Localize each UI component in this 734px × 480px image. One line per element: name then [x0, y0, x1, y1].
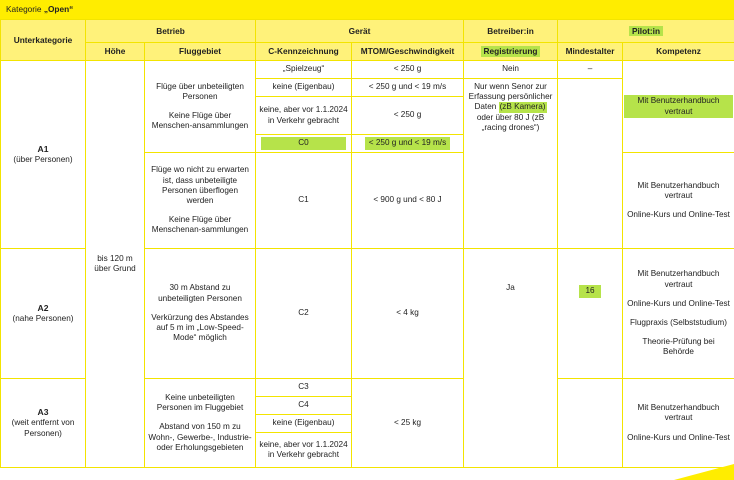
header-geraet: Gerät	[256, 20, 464, 43]
reg-ja-cell	[464, 249, 558, 468]
header-c-kennzeichnung: C-Kennzeichnung	[256, 43, 352, 61]
a1-reg-1: Nein	[464, 61, 558, 79]
table-title	[0, 0, 734, 19]
a1-komp-1-cell	[623, 61, 734, 153]
header-betrieb: Betrieb	[86, 20, 256, 43]
header-kompetenz: Kompetenz	[623, 43, 734, 61]
a1-komp-2b: Online-Kurs und Online-Test	[627, 210, 730, 220]
header-sub-row	[1, 43, 734, 61]
hoehe-value: bis 120 m über Grund	[94, 253, 136, 273]
a1-alter-1: –	[558, 61, 623, 79]
a3-fluggebiet-b: Abstand von 150 m zu Wohn-, Gewerbe-, Industrie- oder Erholungsgebieten	[148, 422, 252, 452]
a1-c-3-cell	[256, 135, 352, 153]
header-mindestalter: Mindestalter	[558, 43, 623, 61]
a1-desc: (über Personen)	[13, 155, 73, 164]
a2-desc: (nahe Personen)	[12, 314, 74, 323]
a2-mtom: < 4 kg	[352, 249, 464, 379]
a2-alter: 16	[579, 285, 600, 297]
a1-mtom-2: < 250 g	[352, 97, 464, 135]
a2-komp-cell	[623, 249, 734, 379]
a1-mtom-0: < 250 g	[352, 61, 464, 79]
a2-code: A2	[37, 302, 49, 313]
a2-komp-d: Theorie-Prüfung bei Behörde	[642, 337, 715, 357]
a1-mtom-3: < 250 g und < 19 m/s	[365, 137, 450, 149]
a2-category-cell	[1, 249, 86, 379]
a1-c-4: C1	[256, 153, 352, 249]
title-name: „Open“	[43, 4, 74, 14]
a1-category-cell	[1, 61, 86, 249]
a1-c-1: keine (Eigenbau)	[256, 79, 352, 97]
a3-c-3: keine, aber vor 1.1.2024 in Verkehr gebracht	[256, 433, 352, 468]
a1-reg-2-cell	[464, 79, 558, 249]
a1-reg-2-hl: (zB Kamera)	[499, 102, 546, 112]
a2-komp-b: Online-Kurs und Online-Test	[627, 298, 730, 308]
header-unterkategorie: Unterkategorie	[1, 20, 86, 61]
a3-category-cell	[1, 379, 86, 468]
a3-code: A3	[37, 407, 49, 418]
a2-alter-cell	[558, 249, 623, 379]
a1-fluggebiet-1b: Keine Flüge über Menschen-ansammlungen	[151, 111, 249, 131]
header-betreiber: Betreiber:in	[464, 20, 558, 43]
header-pilot-cell	[558, 20, 734, 43]
a3-c-0: C3	[256, 379, 352, 397]
a3-c-2: keine (Eigenbau)	[256, 415, 352, 433]
a3-komp-cell	[623, 379, 734, 468]
a1-komp-2-cell	[623, 153, 734, 249]
a2-fluggebiet-a: 30 m Abstand zu unbeteiligten Personen	[158, 283, 242, 303]
a3-alter-empty	[558, 379, 623, 468]
drone-category-table	[0, 19, 734, 468]
a1-fluggebiet-1-cell	[145, 61, 256, 153]
corner-decoration	[674, 464, 734, 480]
header-registrierung: Registrierung	[481, 46, 541, 56]
a2-komp-c: Flugpraxis (Selbststudium)	[630, 318, 727, 327]
a1-reg-2-after: oder über 80 J (zB „racing drones“)	[476, 112, 545, 132]
a3-fluggebiet-a: Keine unbeteiligten Personen im Fluggebiet	[156, 392, 244, 413]
a1-fluggebiet-2-cell	[145, 153, 256, 249]
hoehe-cell	[86, 61, 145, 468]
a3-desc: (weit entfernt von Personen)	[11, 418, 75, 438]
a3-komp-a: Mit Benutzerhandbuch vertraut	[637, 403, 720, 423]
header-hoehe: Höhe	[86, 43, 145, 61]
a1-reg-2-before: Nur wenn Senor zur Erfassung persönlicher Daten	[468, 82, 553, 112]
a1-fluggebiet-2a: Flüge wo nicht zu erwarten ist, dass unbeteiligte Personen überflogen werden	[151, 165, 249, 205]
a3-komp-b: Online-Kurs und Online-Test	[627, 432, 730, 442]
a3-mtom: < 25 kg	[352, 379, 464, 468]
a3-fluggebiet-cell	[145, 379, 256, 468]
a2-fluggebiet-cell	[145, 249, 256, 379]
a1-code: A1	[37, 143, 49, 154]
header-pilot: Pilot:in	[629, 26, 663, 36]
a1-fluggebiet-2b: Keine Flüge über Menschenan-sammlungen	[151, 215, 249, 235]
drone-category-table-wrap	[0, 19, 734, 468]
a1-mtom-1: < 250 g und < 19 m/s	[352, 79, 464, 97]
table-row	[1, 61, 734, 79]
a2-reg: Ja	[506, 282, 515, 292]
a2-fluggebiet-b: Verkürzung des Abstandes auf 5 m im „Low-Speed-Mode“ möglich	[151, 312, 249, 343]
a1-mtom-4: < 900 g und < 80 J	[352, 153, 464, 249]
a1-fluggebiet-1a: Flüge über unbeteiligten Personen	[156, 81, 244, 101]
a3-c-1: C4	[256, 397, 352, 415]
header-group-row	[1, 20, 734, 43]
a1-c-0: „Spielzeug“	[256, 61, 352, 79]
alter-empty-cell	[558, 79, 623, 249]
a1-c-2: keine, aber vor 1.1.2024 in Verkehr gebracht	[256, 97, 352, 135]
a1-mtom-3-cell	[352, 135, 464, 153]
a1-komp-1: Mit Benutzerhandbuch vertraut	[624, 95, 733, 117]
a1-c-3: C0	[261, 137, 346, 149]
title-prefix: Kategorie	[6, 4, 44, 14]
a2-c: C2	[256, 249, 352, 379]
header-registrierung-cell	[464, 43, 558, 61]
header-fluggebiet: Fluggebiet	[145, 43, 256, 61]
a2-komp-a: Mit Benutzerhandbuch vertraut	[637, 269, 720, 289]
header-mtom: MTOM/Geschwindigkeit	[352, 43, 464, 61]
a1-komp-2a: Mit Benutzerhandbuch vertraut	[637, 180, 720, 200]
